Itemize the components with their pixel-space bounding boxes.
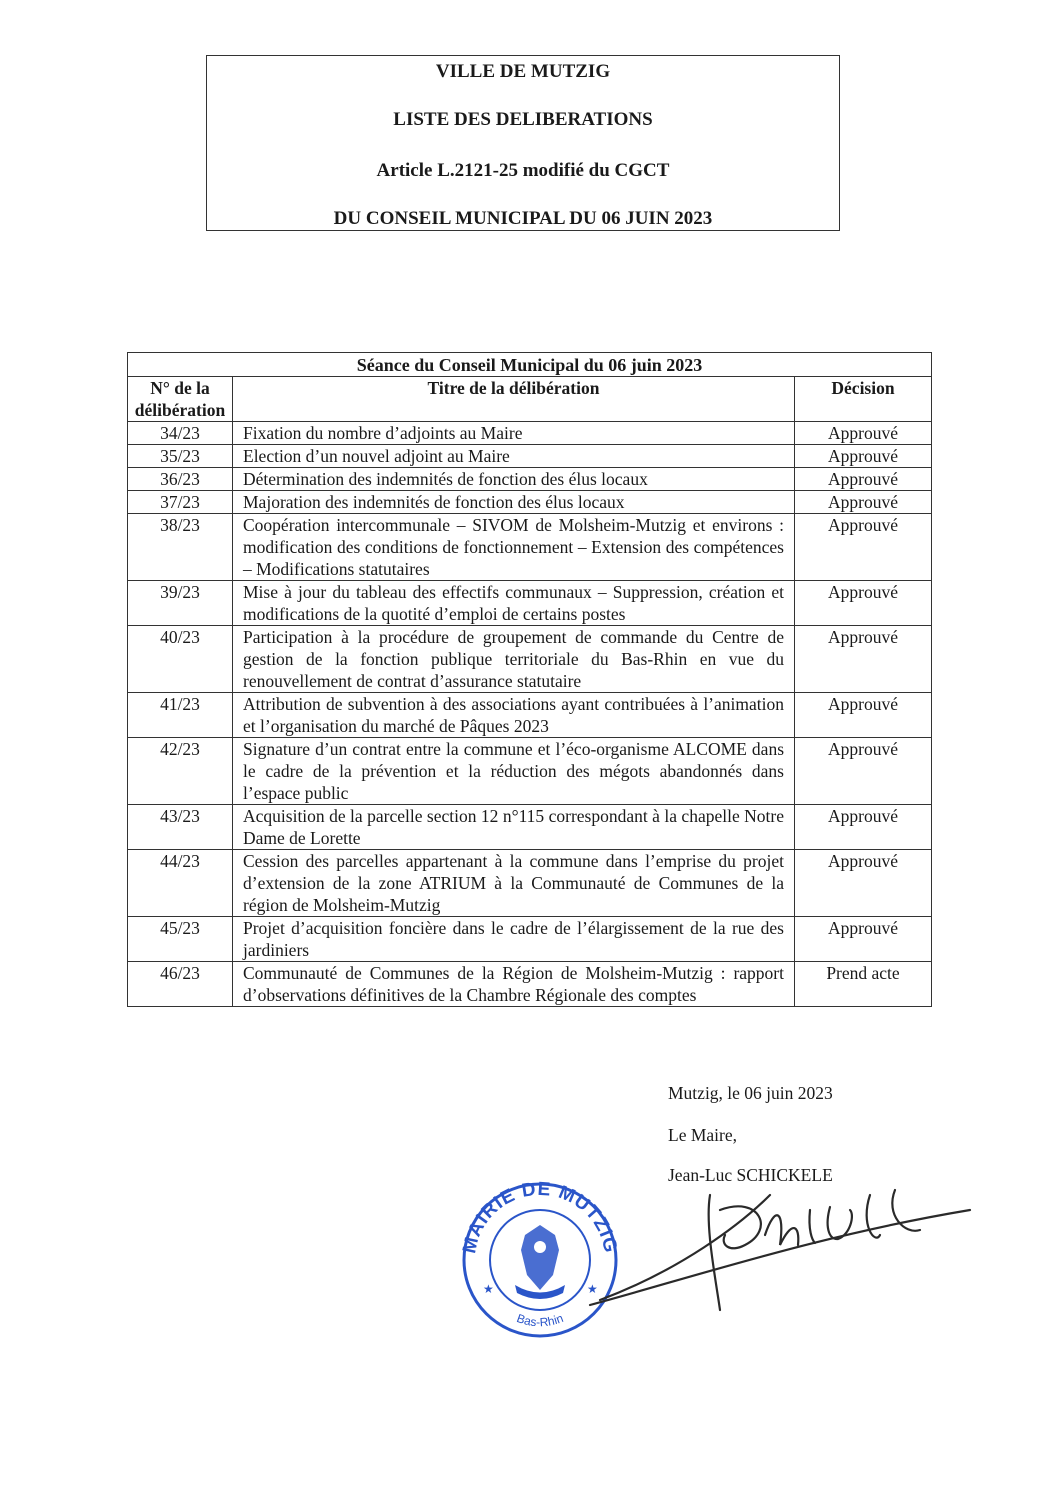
deliberation-title: Acquisition de la parcelle section 12 n°115 correspondant à la chapelle Notre Dame de Lorette [233, 805, 795, 850]
deliberation-number: 34/23 [128, 422, 233, 445]
deliberation-title: Fixation du nombre d’adjoints au Maire [233, 422, 795, 445]
table-row [128, 468, 932, 491]
deliberation-decision: Approuvé [795, 468, 932, 491]
deliberation-decision: Approuvé [795, 693, 932, 738]
signatory-role: Le Maire, [668, 1125, 737, 1145]
deliberation-decision: Approuvé [795, 422, 932, 445]
column-header-number: N° de la délibération [128, 377, 233, 422]
column-header-title: Titre de la délibération [233, 377, 795, 422]
table-row [128, 514, 932, 581]
deliberation-title: Participation à la procédure de groupement de commande du Centre de gestion de la fonction publique territoriale du Bas-Rhin en vue du renouvellement de contrat d’assurance statutaire [233, 626, 795, 693]
table-row [128, 491, 932, 514]
table-row [128, 422, 932, 445]
deliberation-number: 35/23 [128, 445, 233, 468]
signatory-name: Jean-Luc SCHICKELE [668, 1165, 833, 1185]
table-row [128, 917, 932, 962]
deliberation-title: Majoration des indemnités de fonction des élus locaux [233, 491, 795, 514]
deliberation-number: 44/23 [128, 850, 233, 917]
deliberation-decision: Approuvé [795, 626, 932, 693]
deliberation-number: 45/23 [128, 917, 233, 962]
table-row [128, 626, 932, 693]
deliberation-decision: Approuvé [795, 917, 932, 962]
table-caption: Séance du Conseil Municipal du 06 juin 2023 [128, 353, 932, 377]
place-date: Mutzig, le 06 juin 2023 [668, 1083, 833, 1103]
deliberation-title: Détermination des indemnités de fonction des élus locaux [233, 468, 795, 491]
deliberation-number: 39/23 [128, 581, 233, 626]
table-row [128, 738, 932, 805]
coat-of-arms-icon [515, 1225, 565, 1299]
svg-text:MAIRIE DE MUTZIG: MAIRIE DE MUTZIG [459, 1178, 621, 1256]
table-row [128, 693, 932, 738]
table-body [128, 422, 932, 1007]
legal-article: Article L.2121-25 modifié du CGCT [376, 160, 670, 181]
deliberation-number: 42/23 [128, 738, 233, 805]
deliberation-number: 37/23 [128, 491, 233, 514]
deliberation-decision: Approuvé [795, 514, 932, 581]
deliberation-decision: Approuvé [795, 445, 932, 468]
svg-text:★: ★ [483, 1282, 494, 1296]
table-row [128, 445, 932, 468]
list-title: LISTE DES DELIBERATIONS [393, 109, 653, 130]
table-row [128, 850, 932, 917]
deliberation-title: Cession des parcelles appartenant à la commune dans l’emprise du projet d’extension de la zone ATRIUM à la Communauté de Communes de la région de Molsheim-Mutzig [233, 850, 795, 917]
handwritten-signature [560, 1135, 980, 1325]
deliberation-number: 46/23 [128, 962, 233, 1007]
city-title: VILLE DE MUTZIG [435, 61, 611, 82]
deliberation-decision: Approuvé [795, 738, 932, 805]
table-row [128, 581, 932, 626]
table-row [128, 805, 932, 850]
deliberation-title: Communauté de Communes de la Région de Molsheim-Mutzig : rapport d’observations définitives de la Chambre Régionale des comptes [233, 962, 795, 1007]
deliberation-number: 38/23 [128, 514, 233, 581]
deliberation-decision: Approuvé [795, 805, 932, 850]
deliberation-title: Election d’un nouvel adjoint au Maire [233, 445, 795, 468]
deliberation-title: Coopération intercommunale – SIVOM de Molsheim-Mutzig et environs : modification des conditions de fonctionnement – Extension des compétences – Modifications statutaires [233, 514, 795, 581]
deliberation-decision: Approuvé [795, 491, 932, 514]
deliberation-decision: Prend acte [795, 962, 932, 1007]
document-header [206, 55, 840, 231]
deliberation-title: Attribution de subvention à des associations ayant contribuées à l’animation et l’organisation du marché de Pâques 2023 [233, 693, 795, 738]
deliberations-table [127, 352, 932, 1007]
deliberation-number: 43/23 [128, 805, 233, 850]
deliberation-decision: Approuvé [795, 581, 932, 626]
svg-text:Bas-Rhin: Bas-Rhin [514, 1311, 566, 1330]
table-row [128, 962, 932, 1007]
svg-text:★: ★ [587, 1282, 598, 1296]
deliberation-number: 36/23 [128, 468, 233, 491]
deliberation-decision: Approuvé [795, 850, 932, 917]
column-header-decision: Décision [795, 377, 932, 422]
deliberation-title: Mise à jour du tableau des effectifs communaux – Suppression, création et modifications de la quotité d’emploi de certains postes [233, 581, 795, 626]
deliberation-title: Signature d’un contrat entre la commune et l’éco-organisme ALCOME dans le cadre de la prévention et la réduction des mégots abandonnés dans l’espace public [233, 738, 795, 805]
deliberation-number: 40/23 [128, 626, 233, 693]
deliberation-title: Projet d’acquisition foncière dans le cadre de l’élargissement de la rue des jardiniers [233, 917, 795, 962]
council-date-title: DU CONSEIL MUNICIPAL DU 06 JUIN 2023 [333, 208, 713, 229]
deliberation-number: 41/23 [128, 693, 233, 738]
